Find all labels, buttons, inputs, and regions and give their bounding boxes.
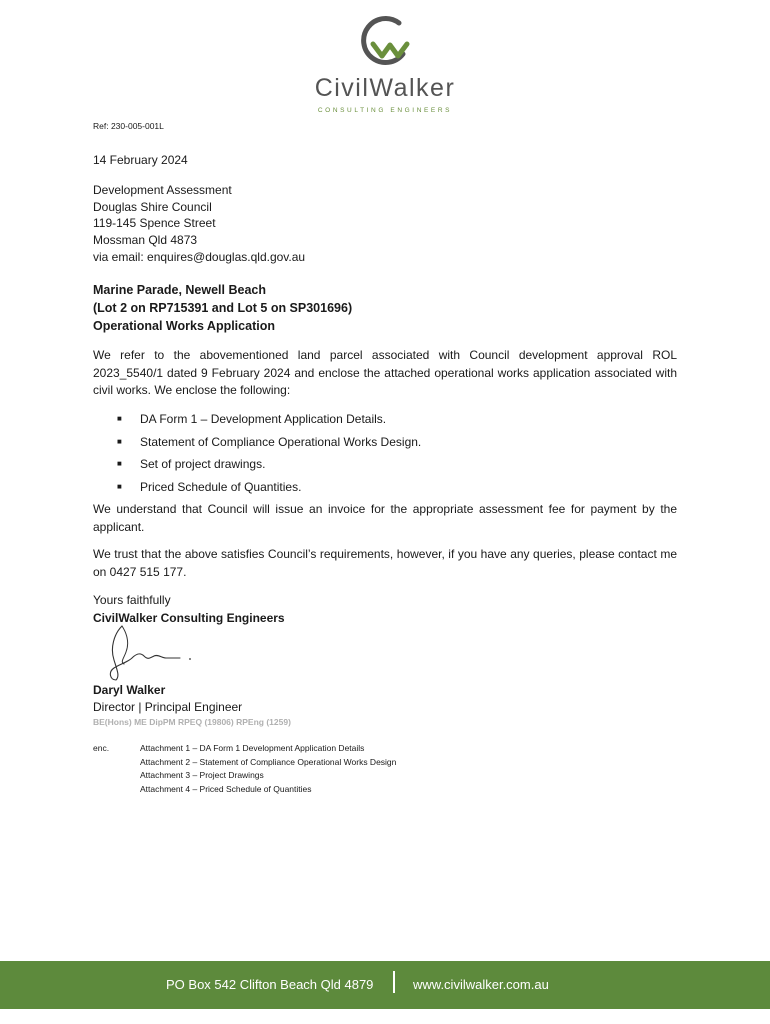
body-paragraph-contact: We trust that the above satisfies Council’s requirements, however, if you have any queries, please contact me on 0427 515 177.: [93, 547, 677, 579]
list-item: [117, 453, 677, 476]
list-item-text: DA Form 1 – Development Application Details.: [140, 412, 387, 426]
attachment-item: Attachment 1 – DA Form 1 Development Application Details: [140, 743, 365, 753]
bullet-icon: ■: [117, 414, 122, 423]
footer-address: PO Box 542 Clifton Beach Qld 4879: [166, 977, 374, 992]
enclosures-label: enc.: [93, 743, 110, 753]
company-name: CivilWalker Consulting Engineers: [93, 611, 285, 625]
list-item-text: Priced Schedule of Quantities.: [140, 479, 302, 494]
subject-line: Marine Parade, Newell Beach: [93, 283, 266, 297]
body-paragraph-invoice: We understand that Council will issue an invoice for the appropriate assessment fee for payment by the applicant.: [93, 502, 677, 534]
signature-image: [100, 624, 196, 682]
enclosure-list: [117, 408, 677, 498]
recipient-line: Douglas Shire Council: [93, 199, 212, 214]
letter-date: 14 February 2024: [93, 153, 188, 167]
list-item: [117, 431, 677, 454]
footer-divider: [393, 971, 395, 993]
logo-wordmark: CivilWalker: [314, 74, 456, 102]
list-item: [117, 476, 677, 499]
closing-salutation: Yours faithfully: [93, 593, 171, 607]
recipient-address: [93, 182, 305, 266]
recipient-line: Development Assessment: [93, 183, 232, 197]
signatory-qualifications: BE(Hons) ME DipPM RPEQ (19806) RPEng (1259): [93, 717, 291, 727]
footer-website-link[interactable]: www.civilwalker.com.au: [413, 977, 549, 992]
attachments-list: [140, 742, 396, 796]
page-footer: [0, 961, 770, 1009]
attachment-item: Attachment 3 – Project Drawings: [140, 770, 264, 780]
bullet-icon: ■: [117, 436, 122, 446]
recipient-line: Mossman Qld 4873: [93, 233, 198, 248]
attachment-item: Attachment 2 – Statement of Compliance Operational Works Design: [140, 756, 397, 767]
body-paragraph-intro: We refer to the abovementioned land parcel associated with Council development approval ROL 2023_5540/1 dated 9 February 2024 and enclose the attached operational works application associated with civil works. We enclose the following:: [93, 348, 677, 398]
company-logo: [300, 14, 470, 114]
recipient-line: 119-145 Spence Street: [93, 216, 216, 231]
logo-mark-icon: [355, 14, 415, 70]
attachment-item: Attachment 4 – Priced Schedule of Quantities: [140, 783, 312, 794]
bullet-icon: ■: [117, 459, 122, 469]
list-item-text: Statement of Compliance Operational Works Design.: [140, 434, 422, 449]
recipient-email: via email: enquires@douglas.qld.gov.au: [93, 249, 306, 264]
list-item: [117, 408, 677, 431]
signatory-name: Daryl Walker: [93, 683, 166, 697]
logo-tagline: CONSULTING ENGINEERS: [317, 107, 453, 114]
list-item-text: Set of project drawings.: [140, 457, 266, 472]
letter-subject: [93, 281, 352, 335]
subject-line: (Lot 2 on RP715391 and Lot 5 on SP301696): [93, 301, 353, 315]
reference-number: Ref: 230-005-001L: [93, 121, 164, 131]
signatory-role: Director | Principal Engineer: [93, 700, 243, 714]
subject-line: Operational Works Application: [93, 319, 275, 333]
bullet-icon: ■: [117, 481, 122, 491]
